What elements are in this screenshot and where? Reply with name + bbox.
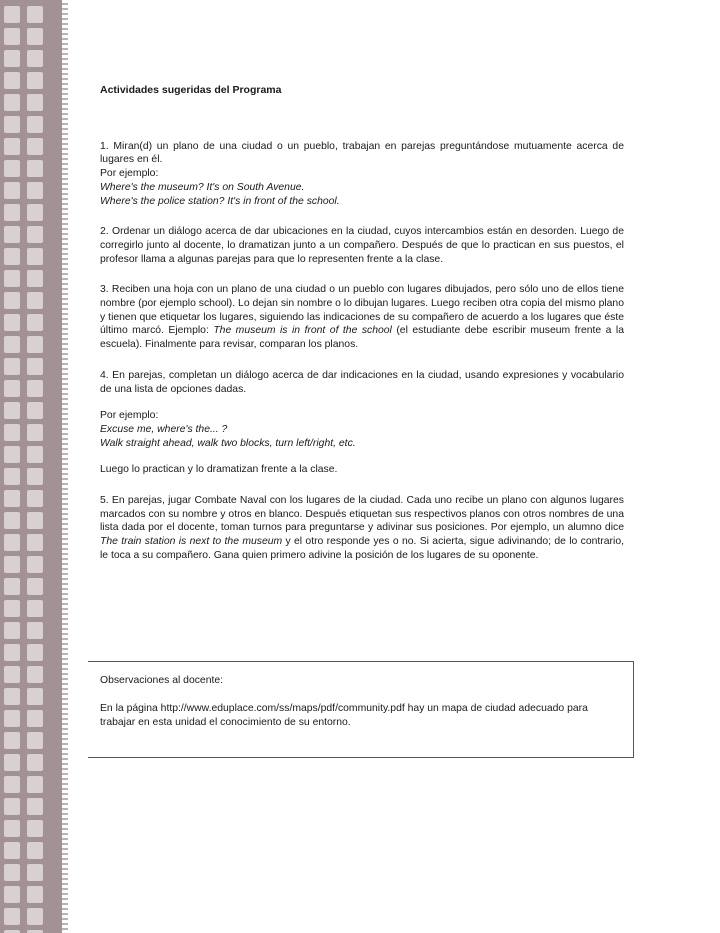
border-square [4,28,20,45]
border-square [4,864,20,881]
border-square [27,270,43,287]
border-square [27,820,43,837]
activity-5 [100,494,624,563]
page-title: Actividades sugeridas del Programa [100,84,282,96]
border-square [27,424,43,441]
border-square [4,820,20,837]
border-square [27,776,43,793]
border-square [27,490,43,507]
activity-text [100,283,624,352]
border-square [4,248,20,265]
border-square [27,556,43,573]
border-square [4,600,20,617]
activity-text: 2. Ordenar un diálogo acerca de dar ubicaciones en la ciudad, cuyos intercambios están en desorden. Luego de corregirlo junto al docente, lo dramatizan junto a un compañero. Después de que lo practican en sus puestos, el profesor llama a algunas parejas para que lo representen frente a la clase. [100,226,624,265]
border-square [27,864,43,881]
border-square [4,798,20,815]
observations-title: Observaciones al docente: [100,675,224,686]
border-square [27,666,43,683]
activity-1 [100,140,624,209]
border-square [4,292,20,309]
border-square [27,6,43,23]
activity-text-part: (el estudiante debe escribir museum frente a la escuela). Finalmente para revisar, comparan los planos. [100,325,624,351]
border-square [4,138,20,155]
border-square [4,534,20,551]
border-square [27,468,43,485]
border-square [27,842,43,859]
border-square [4,270,20,287]
border-square [4,622,20,639]
border-square [27,116,43,133]
border-square [4,578,20,595]
border-square [27,622,43,639]
border-square [4,842,20,859]
border-square [27,402,43,419]
activity-text-emphasis: The train station is next to the museum [100,536,283,548]
observations-text: En la página http://www.eduplace.com/ss/maps/pdf/community.pdf hay un mapa de ciudad adecuado para trabajar en esta unidad el conocimiento de su entorno. [100,703,588,728]
border-square [27,710,43,727]
border-square [4,380,20,397]
border-square [27,292,43,309]
border-square [4,50,20,67]
border-square [4,688,20,705]
border-square [27,600,43,617]
border-square [4,160,20,177]
example-label: Por ejemplo: [100,410,159,422]
decorative-left-border [0,0,62,933]
border-square [4,358,20,375]
border-square [27,94,43,111]
border-square [27,160,43,177]
example-label: Por ejemplo: [100,168,159,180]
border-square [4,116,20,133]
activity-text: 4. En parejas, completan un diálogo acerca de dar indicaciones en la ciudad, usando expresiones y vocabulario de una lista de opciones dadas. [100,369,624,395]
border-square [27,754,43,771]
border-square [4,776,20,793]
border-square [4,72,20,89]
border-square [4,490,20,507]
example-line: Excuse me, where's the... ? [100,423,228,435]
example-line: Walk straight ahead, walk two blocks, turn left/right, etc. [100,437,356,449]
border-square [27,226,43,243]
border-square [4,94,20,111]
border-square [27,28,43,45]
border-square [4,424,20,441]
border-square [4,182,20,199]
border-square [27,336,43,353]
border-square [4,468,20,485]
border-square [27,380,43,397]
activity-text-part: 3. Reciben una hoja con un plano de una ciudad o un pueblo con lugares dibujados, pero sólo uno de ellos tiene nombre (por ejemplo school). Lo dejan sin nombre o lo dibujan lugares. Luego reciben otra copia del mismo plano y tienen que etiquetar los lugares, siguiendo las indicaciones de su compañero de acuerdo a los lugares que éste último marcó. Ejemplo: [100,284,624,337]
border-square [27,512,43,529]
border-square [27,688,43,705]
page-edge-perforation [62,0,68,933]
border-square [4,556,20,573]
border-square [27,248,43,265]
activity-text [100,494,624,563]
border-square [27,644,43,661]
border-square [4,666,20,683]
border-square [4,204,20,221]
border-square [27,798,43,815]
activity-text-emphasis: The museum is in front of the school [213,325,392,337]
activity-text-part: 5. En parejas, jugar Combate Naval con los lugares de la ciudad. Cada uno recibe un plano con algunos lugares marcados con su nombre y otros en blanco. Después etiquetan sus respectivos planos con otros nombres de una lista dada por el docente, toman turnos para preguntarse y adivinar sus posiciones. Por ejemplo, un alumno dice [100,495,624,534]
activity-2 [100,225,624,266]
border-square [4,710,20,727]
activity-3 [100,283,624,352]
activity-text-part: y el otro responde yes o no. Si acierta, sigue adivinando; de lo contrario, le toca a su compañero. Gana quien primero adivine la posición de los lugares de su oponente. [100,536,624,561]
example-line: Where's the police station? It's in front of the school. [100,195,340,207]
border-square [27,314,43,331]
example-line: Where's the museum? It's on South Avenue. [100,181,305,193]
border-square [4,754,20,771]
border-square [4,336,20,353]
border-square [27,534,43,551]
border-square [4,314,20,331]
border-square [27,50,43,67]
border-square [4,732,20,749]
border-square [4,6,20,23]
border-square [27,138,43,155]
border-square [27,72,43,89]
activity-text: 1. Miran(d) un plano de una ciudad o un pueblo, trabajan en parejas preguntándose mutuamente acerca de lugares en él. [100,140,624,166]
border-square [27,908,43,925]
border-square [27,358,43,375]
border-square [27,886,43,903]
border-square [27,732,43,749]
border-square [4,446,20,463]
border-square [4,908,20,925]
page-content [100,84,624,580]
border-square [4,644,20,661]
border-square [27,446,43,463]
border-square [4,226,20,243]
border-square [4,886,20,903]
border-square [4,512,20,529]
border-square [27,578,43,595]
border-square [27,204,43,221]
border-square [27,182,43,199]
observations-box [88,661,634,758]
activity-4 [100,369,624,477]
border-square [4,402,20,419]
activity-closing: Luego lo practican y lo dramatizan frente a la clase. [100,464,338,476]
